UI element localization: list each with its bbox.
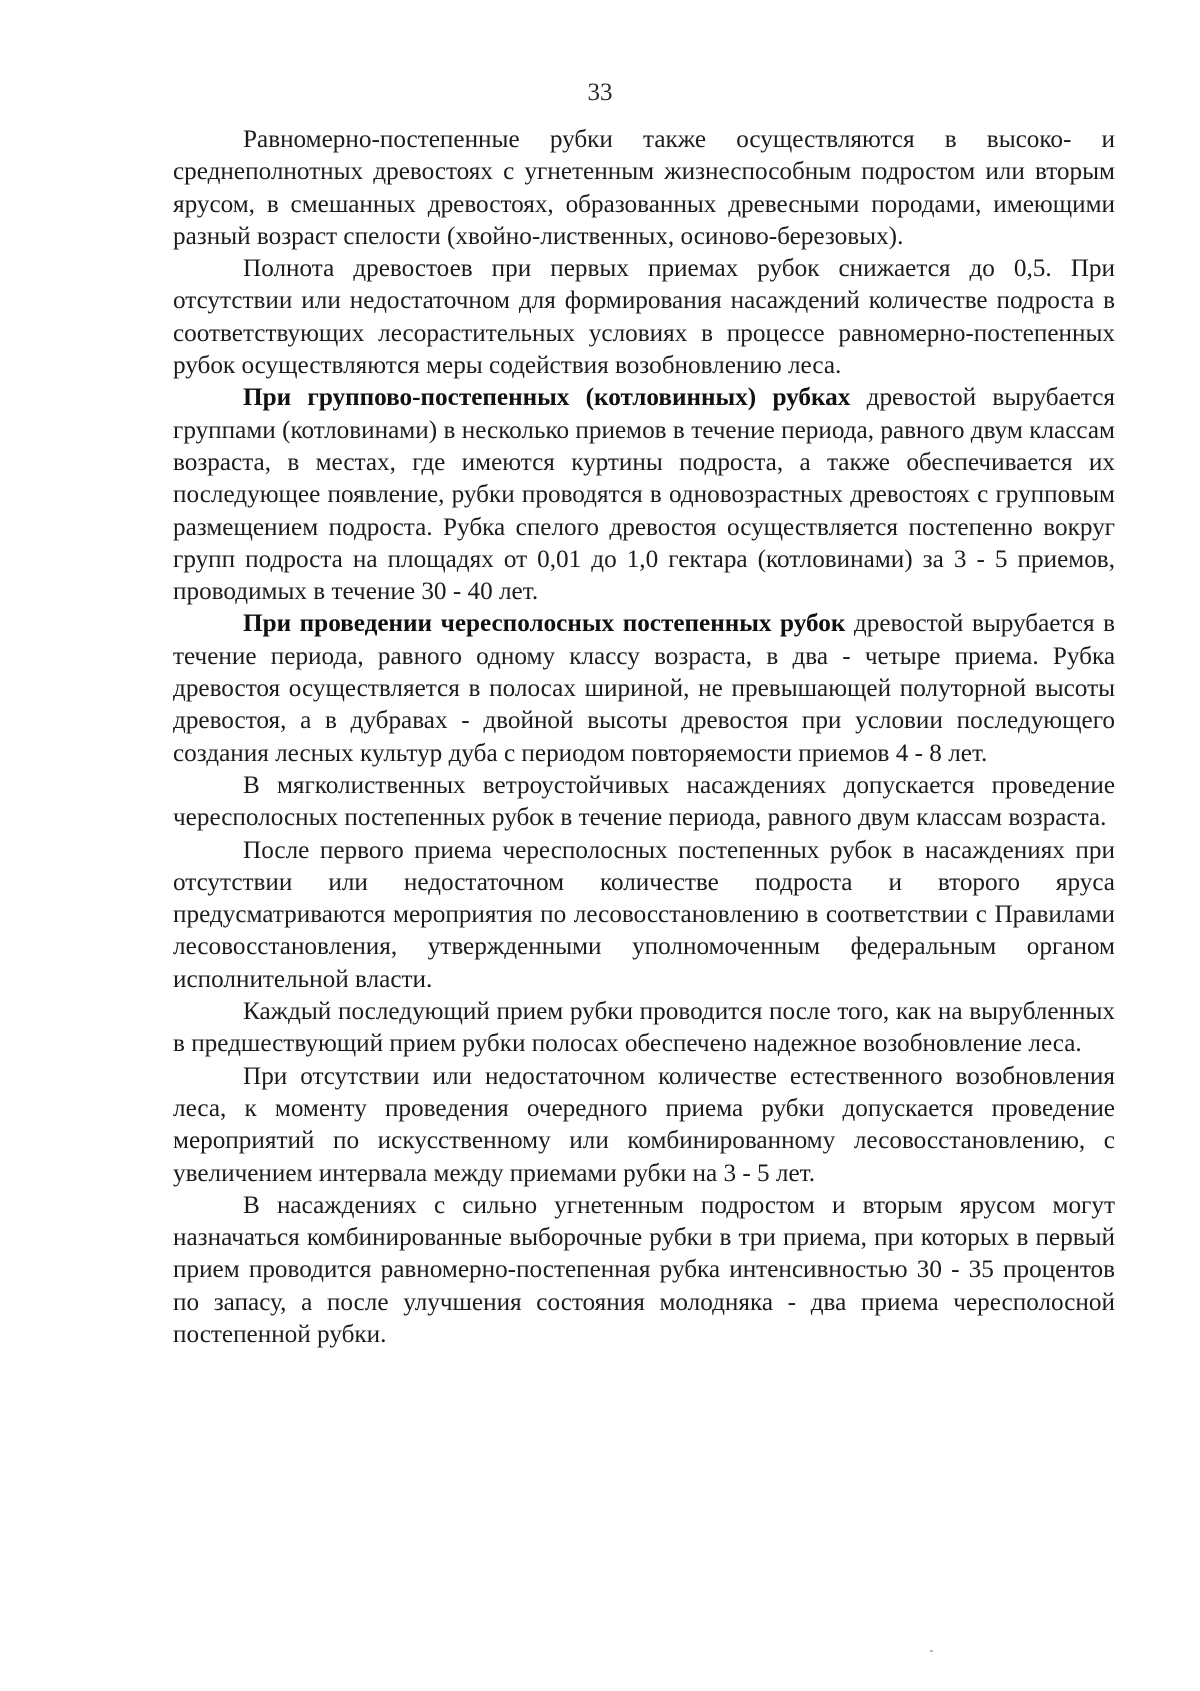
paragraph-text: В мягколиственных ветроустойчивых насаждениях допускается проведение чересполосных постепенных рубок в течение периода, равного двум классам возраста.: [173, 771, 1115, 832]
paragraph-text: древостой вырубается в течение периода, равного одному классу возраста, в два - четыре приема. Рубка древостоя осуществляется в полосах шириной, не превышающей полуторной высоты древостоя, а в дубравах - двойной высоты древостоя при условии последующего создания лесных культур дуба с периодом повторяемости приемов 4 - 8 лет.: [173, 610, 1115, 767]
scan-speck: [930, 1650, 933, 1652]
paragraph: [173, 253, 1115, 382]
paragraph: [173, 608, 1115, 769]
paragraph-bold-lead: При группово-постепенных (котловинных) рубках: [243, 384, 851, 412]
paragraph-text: Каждый последующий прием рубки проводится после того, как на вырубленных в предшествующий прием рубки полосах обеспечено надежное возобновление леса.: [173, 998, 1115, 1058]
paragraph: [173, 124, 1115, 253]
paragraph-text: Равномерно-постепенные рубки также осуществляются в высоко- и среднеполнотных древостоях с угнетенным жизнеспособным подростом или вторым ярусом, в смешанных древостоях, образованных древесными породами, имеющими разный возраст спелости (хвойно-лиственных, осиново-березовых).: [173, 126, 1115, 250]
page-number: 33: [587, 79, 613, 106]
paragraph: [173, 1190, 1115, 1351]
paragraph: [173, 996, 1115, 1061]
paragraph: [173, 770, 1115, 835]
paragraph: [173, 835, 1115, 996]
paragraph-text: После первого приема чересполосных постепенных рубок в насаждениях при отсутствии или недостаточном количестве подроста и второго яруса предусматриваются мероприятия по лесовосстановлению в соответствии с Правилами лесовосстановления, утвержденными уполномоченным федеральным органом исполнительной власти.: [173, 836, 1115, 993]
paragraph-text: При отсутствии или недостаточном количестве естественного возобновления леса, к моменту проведения очередного приема рубки допускается проведение мероприятий по искусственному или комбинированному лесовосстановлению, с увеличением интервала между приемами рубки на 3 - 5 лет.: [173, 1062, 1115, 1187]
paragraph-bold-lead: При проведении чересполосных постепенных рубок: [243, 610, 846, 638]
document-body: [173, 124, 1115, 1351]
paragraph-text: Полнота древостоев при первых приемах рубок снижается до 0,5. При отсутствии или недостаточном для формирования насаждений количестве подроста в соответствующих лесорастительных условиях в процессе равномерно-постепенных рубок осуществляются меры содействия возобновлению леса.: [173, 255, 1115, 380]
paragraph-text: В насаждениях с сильно угнетенным подростом и вторым ярусом могут назначаться комбинированные выборочные рубки в три приема, при которых в первый прием проводится равномерно-постепенная рубка интенсивностью 30 - 35 процентов по запасу, а после улучшения состояния молодняка - два приема чересполосной постепенной рубки.: [173, 1191, 1115, 1348]
paragraph: [173, 382, 1115, 608]
paragraph-text: древостой вырубается группами (котловинами) в несколько приемов в течение периода, равного двум классам возраста, в местах, где имеются куртины подроста, а также обеспечивается их последующее появление, рубки проводятся в одновозрастных древостоях с групповым размещением подроста. Рубка спелого древостоя осуществляется постепенно вокруг групп подроста на площадях от 0,01 до 1,0 гектара (котловинами) за 3 - 5 приемов, проводимых в течение 30 - 40 лет.: [173, 384, 1115, 606]
paragraph: [173, 1061, 1115, 1190]
